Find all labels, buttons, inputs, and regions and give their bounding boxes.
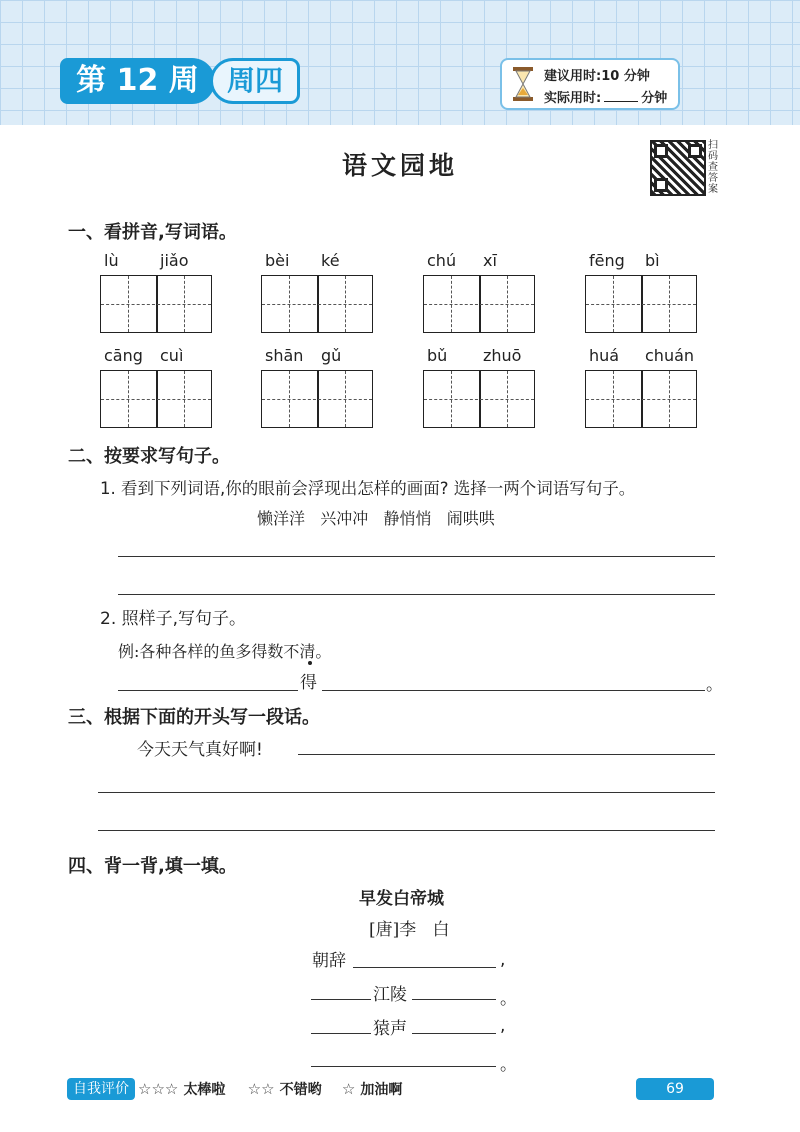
- word-list: 懒洋洋 兴冲冲 静悄悄 闹哄哄: [257, 509, 495, 528]
- answer-line[interactable]: [322, 690, 705, 691]
- question-1: 1. 看到下列词语,你的眼前会浮现出怎样的画面? 选择一两个词语写句子。: [100, 479, 636, 498]
- qr-label: 扫码查答案: [708, 140, 718, 195]
- pinyin-label: bèi: [265, 251, 290, 270]
- rating-keep-going: 加油啊: [360, 1082, 403, 1098]
- writing-grid[interactable]: [423, 370, 535, 428]
- pinyin-label: cuì: [160, 346, 184, 365]
- pinyin-label: gǔ: [321, 346, 342, 365]
- suggested-time: 建议用时:10 分钟: [544, 69, 650, 84]
- writing-grid[interactable]: [585, 370, 697, 428]
- section3-heading: 三、根据下面的开头写一段话。: [68, 707, 320, 728]
- writing-grid[interactable]: [100, 370, 212, 428]
- section1-heading: 一、看拼音,写词语。: [68, 222, 237, 243]
- rating-good: 不错哟: [279, 1082, 322, 1098]
- writing-grid[interactable]: [261, 275, 373, 333]
- pinyin-label: jiǎo: [160, 251, 189, 270]
- answer-line[interactable]: [98, 830, 715, 831]
- fill-char: 得: [300, 673, 317, 693]
- pinyin-label: huá: [589, 346, 620, 365]
- pinyin-label: xī: [483, 251, 497, 270]
- answer-line[interactable]: [98, 792, 715, 793]
- period: 。: [500, 1055, 517, 1075]
- page-title: 语文园地: [341, 151, 458, 180]
- pinyin-label: chuán: [645, 346, 695, 365]
- paragraph-start: 今天天气真好啊!: [137, 740, 263, 760]
- star-icon[interactable]: ☆☆☆: [138, 1080, 179, 1098]
- star-icon[interactable]: ☆: [341, 1080, 356, 1098]
- section2-heading: 二、按要求写句子。: [68, 446, 230, 467]
- qr-code-icon[interactable]: [650, 140, 706, 196]
- answer-line[interactable]: [311, 1033, 371, 1034]
- comma: ,: [500, 950, 506, 970]
- day-badge: 周四: [210, 58, 300, 104]
- week-badge: 第 12 周: [60, 58, 215, 104]
- poem-title: 早发白帝城: [359, 889, 444, 909]
- end-mark: 。: [706, 675, 723, 695]
- answer-line[interactable]: [298, 754, 715, 755]
- answer-line[interactable]: [311, 1066, 496, 1067]
- hourglass-icon: [512, 66, 534, 102]
- rating-excellent: 太棒啦: [183, 1082, 226, 1098]
- question-2: 2. 照样子,写句子。: [100, 609, 247, 629]
- pinyin-label: zhuō: [483, 346, 522, 365]
- section4-heading: 四、背一背,填一填。: [68, 856, 237, 877]
- poem-line-1-start: 朝辞: [312, 951, 346, 971]
- answer-line[interactable]: [311, 999, 371, 1000]
- comma: ,: [500, 1016, 506, 1036]
- answer-line[interactable]: [353, 967, 496, 968]
- rating-row: [138, 1079, 402, 1099]
- poem-line-3-word: 猿声: [373, 1019, 407, 1039]
- pinyin-label: chú: [427, 251, 457, 270]
- answer-line[interactable]: [118, 556, 715, 557]
- pinyin-label: bǔ: [427, 346, 448, 365]
- answer-line[interactable]: [118, 594, 715, 595]
- answer-line[interactable]: [412, 999, 496, 1000]
- writing-grid[interactable]: [261, 370, 373, 428]
- pinyin-label: fēng: [589, 251, 625, 270]
- writing-grid[interactable]: [585, 275, 697, 333]
- period: 。: [500, 989, 517, 1009]
- page-number: 69: [636, 1078, 714, 1100]
- example-sentence: 例:各种各样的鱼多得数不清。: [118, 642, 332, 661]
- emphasis-dot: [308, 661, 312, 665]
- poem-line-2-word: 江陵: [373, 985, 407, 1005]
- writing-grid[interactable]: [100, 275, 212, 333]
- pinyin-label: cāng: [104, 346, 143, 365]
- answer-line[interactable]: [412, 1033, 496, 1034]
- answer-line[interactable]: [118, 690, 298, 691]
- pinyin-label: shān: [265, 346, 304, 365]
- poem-author: [唐]李 白: [369, 920, 450, 940]
- pinyin-label: lù: [104, 251, 119, 270]
- writing-grid[interactable]: [423, 275, 535, 333]
- time-box: [500, 58, 680, 110]
- self-evaluation-label: 自我评价: [67, 1078, 135, 1100]
- pinyin-label: ké: [321, 251, 340, 270]
- actual-time: 实际用时: 分钟: [544, 91, 668, 106]
- pinyin-label: bì: [645, 251, 660, 270]
- star-icon[interactable]: ☆☆: [247, 1080, 275, 1098]
